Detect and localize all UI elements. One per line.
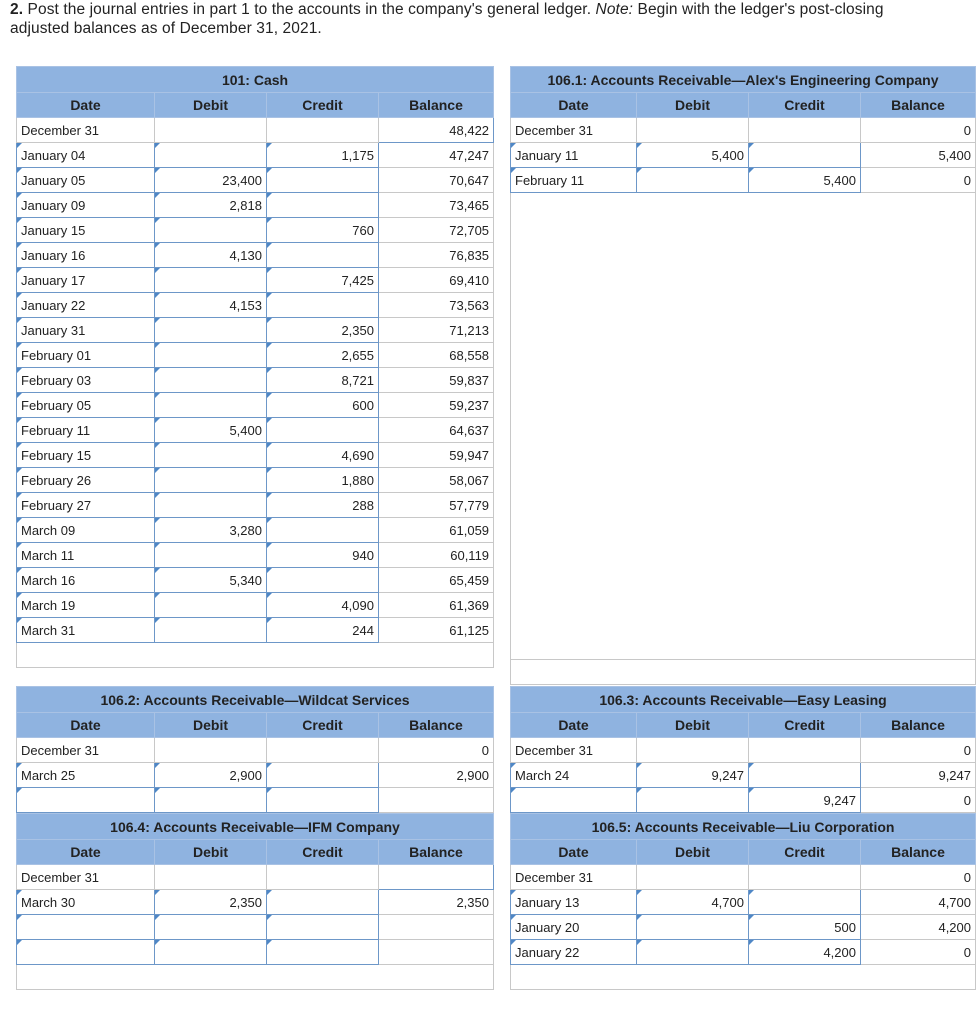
debit-cell[interactable] [155,940,267,965]
debit-cell[interactable]: 2,818 [155,193,267,218]
debit-cell[interactable] [637,915,749,940]
col-header-balance: Balance [861,713,976,738]
col-header-balance: Balance [379,713,494,738]
ledger-row [17,268,494,293]
debit-cell[interactable] [155,393,267,418]
debit-cell[interactable]: 5,340 [155,568,267,593]
ledger-row [17,443,494,468]
balance-cell: 61,059 [379,518,494,543]
debit-cell[interactable] [155,318,267,343]
balance-cell: 47,247 [379,143,494,168]
date-cell[interactable]: January 05 [17,168,155,193]
debit-cell[interactable] [637,788,749,813]
ledger-footer [511,660,976,685]
ledger-row [17,738,494,763]
debit-cell[interactable]: 3,280 [155,518,267,543]
balance-cell: 2,900 [379,763,494,788]
ledger-row [17,143,494,168]
credit-cell[interactable] [267,193,379,218]
debit-cell[interactable] [155,468,267,493]
ledger-row [17,243,494,268]
debit-cell[interactable] [155,368,267,393]
date-cell[interactable]: March 24 [511,763,637,788]
balance-cell: 0 [861,940,976,965]
credit-cell[interactable] [267,568,379,593]
balance-cell: 0 [861,118,976,143]
balance-cell: 59,837 [379,368,494,393]
credit-cell[interactable] [267,243,379,268]
balance-cell: 64,637 [379,418,494,443]
balance-cell: 73,563 [379,293,494,318]
credit-cell[interactable]: 1,175 [267,143,379,168]
debit-cell [155,118,267,143]
credit-cell[interactable]: 288 [267,493,379,518]
date-cell[interactable]: February 01 [17,343,155,368]
ledger-title: 106.2: Accounts Receivable—Wildcat Services [17,687,494,713]
credit-cell[interactable] [267,763,379,788]
ledger-row [17,493,494,518]
debit-cell[interactable] [155,493,267,518]
credit-cell[interactable]: 2,655 [267,343,379,368]
credit-cell[interactable]: 7,425 [267,268,379,293]
credit-cell[interactable]: 2,350 [267,318,379,343]
credit-cell[interactable]: 940 [267,543,379,568]
ledger-title: 106.5: Accounts Receivable—Liu Corporation [511,814,976,840]
date-cell[interactable]: January 15 [17,218,155,243]
credit-cell[interactable]: 4,200 [749,940,861,965]
date-cell[interactable]: February 11 [511,168,637,193]
balance-cell: 9,247 [861,763,976,788]
col-header-date: Date [511,93,637,118]
debit-cell[interactable]: 4,153 [155,293,267,318]
col-header-date: Date [511,713,637,738]
ledger-row [511,118,976,143]
col-header-date: Date [511,840,637,865]
date-cell: December 31 [17,738,155,763]
ledger-row [17,940,494,965]
debit-cell[interactable] [637,940,749,965]
balance-cell: 65,459 [379,568,494,593]
debit-cell[interactable]: 5,400 [637,143,749,168]
balance-cell: 61,369 [379,593,494,618]
balance-cell: 72,705 [379,218,494,243]
date-cell[interactable]: January 22 [511,940,637,965]
debit-cell[interactable]: 23,400 [155,168,267,193]
ledger-row [17,393,494,418]
balance-cell: 0 [379,738,494,763]
debit-cell [637,118,749,143]
debit-cell[interactable]: 9,247 [637,763,749,788]
balance-cell: 61,125 [379,618,494,643]
ledger-row [17,293,494,318]
credit-cell[interactable] [267,788,379,813]
instructions-line-2: adjusted balances as of December 31, 2021. [10,20,322,37]
balance-cell: 68,558 [379,343,494,368]
balance-cell: 73,465 [379,193,494,218]
balance-cell: 70,647 [379,168,494,193]
balance-cell: 4,700 [861,890,976,915]
date-cell[interactable] [17,788,155,813]
instructions [10,0,979,38]
debit-cell[interactable] [637,168,749,193]
date-cell[interactable]: February 05 [17,393,155,418]
balance-cell: 59,947 [379,443,494,468]
ledger-row [17,618,494,643]
credit-cell[interactable] [267,915,379,940]
credit-cell[interactable]: 600 [267,393,379,418]
date-cell[interactable]: February 27 [17,493,155,518]
col-header-credit: Credit [749,840,861,865]
date-cell[interactable]: March 11 [17,543,155,568]
balance-cell [379,940,494,965]
ledger-row [17,218,494,243]
balance-cell: 2,350 [379,890,494,915]
balance-cell: 0 [861,168,976,193]
credit-cell [749,118,861,143]
credit-cell[interactable] [267,293,379,318]
col-header-credit: Credit [267,93,379,118]
col-header-debit: Debit [155,93,267,118]
date-cell: December 31 [511,738,637,763]
ledger-cash [16,66,494,668]
date-cell[interactable]: February 11 [17,418,155,443]
ledger-title: 106.4: Accounts Receivable—IFM Company [17,814,494,840]
balance-cell: 76,835 [379,243,494,268]
ledger-row [17,593,494,618]
credit-cell[interactable]: 4,690 [267,443,379,468]
balance-cell: 59,237 [379,393,494,418]
credit-cell[interactable]: 8,721 [267,368,379,393]
col-header-debit: Debit [155,713,267,738]
ledger-ar-alex [510,66,976,685]
balance-cell: 4,200 [861,915,976,940]
balance-cell [379,915,494,940]
ledger-row [17,865,494,890]
credit-cell [749,865,861,890]
ledger-row [17,543,494,568]
credit-cell[interactable] [267,418,379,443]
balance-cell [379,788,494,813]
col-header-credit: Credit [267,713,379,738]
debit-cell[interactable] [155,543,267,568]
col-header-debit: Debit [155,840,267,865]
date-cell[interactable]: March 19 [17,593,155,618]
debit-cell[interactable] [155,593,267,618]
credit-cell[interactable]: 244 [267,618,379,643]
debit-cell[interactable] [155,343,267,368]
ledger-row [511,763,976,788]
debit-cell [155,865,267,890]
debit-cell[interactable] [155,788,267,813]
ledger-row [17,318,494,343]
debit-cell[interactable] [155,443,267,468]
debit-cell[interactable]: 2,900 [155,763,267,788]
ledger-row [17,890,494,915]
col-header-credit: Credit [749,93,861,118]
debit-cell[interactable] [155,218,267,243]
credit-cell[interactable]: 1,880 [267,468,379,493]
date-cell[interactable]: January 17 [17,268,155,293]
date-cell[interactable]: January 20 [511,915,637,940]
balance-cell: 0 [861,738,976,763]
balance-cell: 57,779 [379,493,494,518]
date-cell[interactable]: March 30 [17,890,155,915]
credit-cell[interactable] [267,890,379,915]
credit-cell [749,738,861,763]
date-cell[interactable]: January 16 [17,243,155,268]
balance-cell: 60,119 [379,543,494,568]
col-header-credit: Credit [749,713,861,738]
debit-cell[interactable] [155,268,267,293]
credit-cell[interactable]: 760 [267,218,379,243]
date-cell[interactable]: February 03 [17,368,155,393]
ledger-row [17,368,494,393]
debit-cell[interactable]: 4,700 [637,890,749,915]
ledger-title: 106.3: Accounts Receivable—Easy Leasing [511,687,976,713]
ledger-footer [17,643,494,668]
date-cell[interactable] [17,915,155,940]
ledger-row [511,940,976,965]
ledger-row [511,865,976,890]
date-cell[interactable]: January 22 [17,293,155,318]
balance-cell: 0 [861,865,976,890]
col-header-date: Date [17,840,155,865]
date-cell[interactable] [17,940,155,965]
balance-cell: 5,400 [861,143,976,168]
debit-cell[interactable]: 2,350 [155,890,267,915]
date-cell[interactable]: March 16 [17,568,155,593]
col-header-balance: Balance [861,840,976,865]
col-header-balance: Balance [379,93,494,118]
credit-cell[interactable]: 4,090 [267,593,379,618]
date-cell[interactable]: January 04 [17,143,155,168]
date-cell[interactable]: January 11 [511,143,637,168]
debit-cell[interactable]: 5,400 [155,418,267,443]
empty-area [511,193,976,660]
debit-cell [155,738,267,763]
date-cell[interactable]: January 09 [17,193,155,218]
debit-cell [637,865,749,890]
col-header-balance: Balance [379,840,494,865]
col-header-date: Date [17,713,155,738]
ledger-footer [511,965,976,990]
ledger-row [511,738,976,763]
col-header-balance: Balance [861,93,976,118]
ledger-ar-liu [510,813,976,990]
ledger-row [17,418,494,443]
balance-cell: 58,067 [379,468,494,493]
credit-cell[interactable]: 5,400 [749,168,861,193]
credit-cell [267,738,379,763]
date-cell: December 31 [17,118,155,143]
credit-cell [267,865,379,890]
credit-cell[interactable] [267,940,379,965]
balance-cell[interactable]: 48,422 [379,118,494,143]
col-header-debit: Debit [637,93,749,118]
ledger-row [17,763,494,788]
ledger-row [511,915,976,940]
date-cell[interactable]: January 13 [511,890,637,915]
balance-cell: 71,213 [379,318,494,343]
credit-cell[interactable] [749,143,861,168]
col-header-debit: Debit [637,713,749,738]
ledger-row [17,788,494,813]
ledger-ar-ifm [16,813,494,990]
ledger-footer [17,965,494,990]
credit-cell[interactable]: 500 [749,915,861,940]
date-cell[interactable]: February 15 [17,443,155,468]
balance-cell: 0 [861,788,976,813]
ledger-row [17,468,494,493]
date-cell[interactable]: January 31 [17,318,155,343]
date-cell: December 31 [511,865,637,890]
ledger-row [511,890,976,915]
ledger-row [17,193,494,218]
ledger-title: 101: Cash [17,67,494,93]
ledger-row [17,568,494,593]
ledger-row [17,518,494,543]
date-cell[interactable]: March 31 [17,618,155,643]
credit-cell[interactable] [267,168,379,193]
ledger-row [511,168,976,193]
debit-cell[interactable] [155,618,267,643]
date-cell: December 31 [17,865,155,890]
credit-cell[interactable]: 9,247 [749,788,861,813]
balance-cell[interactable] [379,865,494,890]
ledger-row [17,915,494,940]
ledger-title: 106.1: Accounts Receivable—Alex's Engineering Company [511,67,976,93]
instructions-line-1: 2. Post the journal entries in part 1 to the accounts in the company's general ledger. Note: Begin with the ledger's post-closing [10,1,884,18]
ledger-row [17,118,494,143]
ledger-row [511,143,976,168]
debit-cell [637,738,749,763]
debit-cell[interactable]: 4,130 [155,243,267,268]
credit-cell [267,118,379,143]
credit-cell[interactable] [749,763,861,788]
credit-cell[interactable] [749,890,861,915]
col-header-credit: Credit [267,840,379,865]
col-header-debit: Debit [637,840,749,865]
ledger-row [511,788,976,813]
debit-cell[interactable] [155,915,267,940]
col-header-date: Date [17,93,155,118]
date-cell[interactable]: March 09 [17,518,155,543]
ledger-empty-area [511,193,976,660]
debit-cell[interactable] [155,143,267,168]
ledger-row [17,168,494,193]
balance-cell: 69,410 [379,268,494,293]
date-cell[interactable]: February 26 [17,468,155,493]
date-cell[interactable] [511,788,637,813]
credit-cell[interactable] [267,518,379,543]
ledger-row [17,343,494,368]
date-cell[interactable]: March 25 [17,763,155,788]
date-cell: December 31 [511,118,637,143]
